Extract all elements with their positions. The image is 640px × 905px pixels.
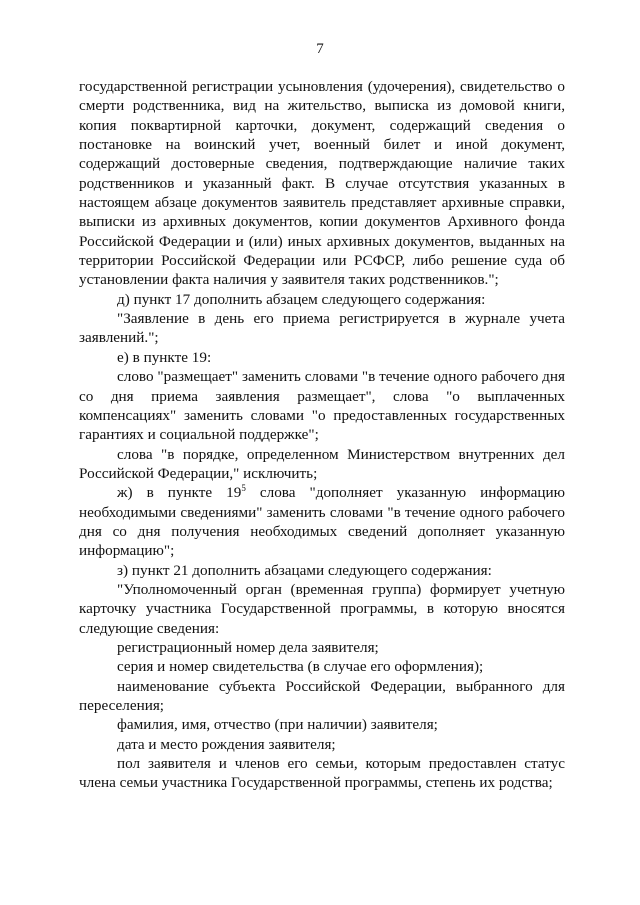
paragraph-quote-registration: "Заявление в день его приема регистрируется в журнале учета заявлений.";: [79, 310, 565, 347]
paragraph-item-z: з) пункт 21 дополнить абзацами следующего содержания:: [117, 561, 492, 579]
list-item-full-name: фамилия, имя, отчество (при наличии) заявителя;: [117, 716, 438, 734]
list-item-reg-number: регистрационный номер дела заявителя;: [117, 638, 379, 656]
list-item-gender-family: пол заявителя и членов его семьи, которым предоставлен статус члена семьи участника Государственной программы, степень их родства;: [79, 755, 565, 792]
paragraph-item-e: е) в пункте 19:: [117, 348, 212, 366]
page-number: 7: [316, 41, 324, 57]
paragraph-exclude-words: слова "в порядке, определенном Министерством внутренних дел Российской Федерации," исключить;: [79, 445, 565, 482]
paragraph-item-zh-rest: слова "дополняет указанную информацию необходимыми сведениями" заменить словами "в течение одного рабочего дня со дня получения необходимых сведений дополняет указанную информацию";: [79, 484, 565, 560]
paragraph-item-d: д) пункт 17 дополнить абзацем следующего содержания:: [117, 290, 486, 308]
paragraph-quote-card: "Уполномоченный орган (временная группа) формирует учетную карточку участника Государственной программы, в которую вносятся следующие сведения:: [79, 580, 565, 637]
list-item-region: наименование субъекта Российской Федерации, выбранного для переселения;: [79, 677, 565, 714]
document-body: [79, 77, 565, 793]
paragraph-item-zh: [79, 483, 565, 560]
list-item-birth: дата и место рождения заявителя;: [117, 735, 336, 753]
superscript-five: 5: [241, 483, 246, 494]
paragraph-item-zh-start: ж) в пункте 19: [117, 484, 242, 502]
list-item-certificate: серия и номер свидетельства (в случае его оформления);: [117, 658, 484, 676]
paragraph-replace-razmeshaet: слово "размещает" заменить словами "в течение одного рабочего дня со дня приема заявления размещает", слова "о выплаченных компенсациях" заменить словами "о предоставленных государственных гарантиях и социальной поддержке";: [79, 368, 565, 444]
paragraph-continuation: государственной регистрации усыновления (удочерения), свидетельство о смерти родственника, вид на жительство, выписка из домовой книги, копия поквартирной карточки, документ, содержащий сведения о постановке на воинский учет, военный билет и иной документ, содержащий достоверные сведения, подтверждающие наличие таких родственников и указанный факт. В случае отсутствия указанных в настоящем абзаце документов заявитель представляет архивные справки, выписки из архивных документов, копии документов Архивного фонда Российской Федерации и (или) иных архивных документов, выданных на территории Российской Федерации или РСФСР, либо решение суда об установлении факта наличия у заявителя таких родственников.";: [79, 78, 565, 289]
